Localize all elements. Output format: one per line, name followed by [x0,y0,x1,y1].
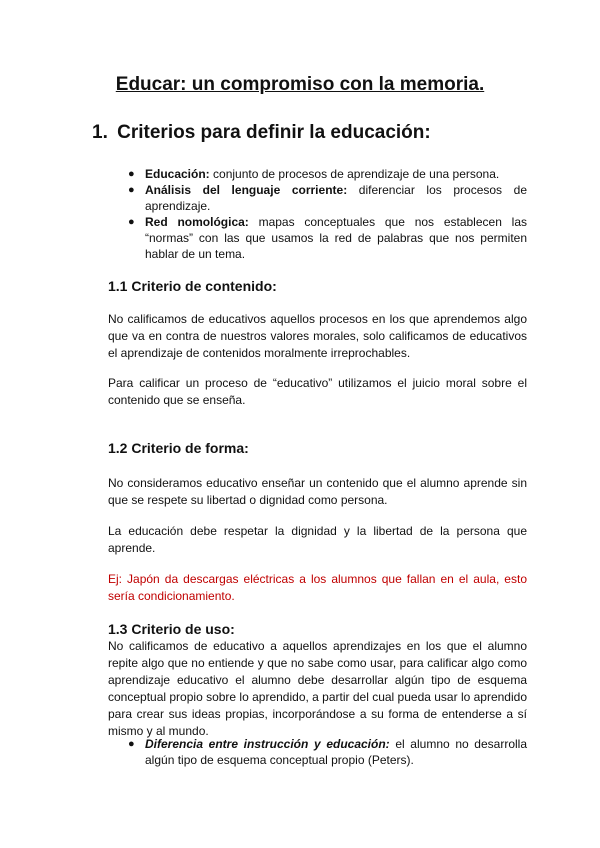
section-1-heading [92,122,431,144]
section-title: Criterios para definir la educación: [117,122,431,143]
term-label: Diferencia entre instrucción y educación: [145,737,390,751]
term-text: mapas conceptuales que nos establecen las “normas” con las que usamos la red de palabras que nos permiten hablar de un tema. [145,215,527,261]
list-item [128,166,527,182]
list-item [128,214,527,262]
list-item [128,736,528,768]
subsection-1-1-heading: 1.1 Criterio de contenido: [108,278,277,294]
list-item [128,182,527,214]
term-label: Educación: [145,167,210,181]
bullet-icon: ● [128,216,135,228]
term-text: el alumno no desarrolla algún tipo de esquema conceptual propio (Peters). [145,737,528,767]
paragraph: No consideramos educativo enseñar un contenido que el alumno aprende sin que se respete su libertad o dignidad como persona. [108,476,527,507]
example-paragraph: Ej: Japón da descargas eléctricas a los alumnos que fallan en el aula, esto sería condicionamiento. [108,572,527,603]
bullet-icon: ● [128,168,135,180]
bullet-icon: ● [128,738,135,750]
paragraph: No calificamos de educativos aquellos procesos en los que aprendemos algo que va en contra de nuestros valores morales, solo calificamos de educativos el aprendizaje de contenidos moralmente irreprochables. [108,312,527,360]
section-number: 1. [92,122,108,143]
definitions-list [128,166,527,262]
subsection-1-2-heading: 1.2 Criterio de forma: [108,440,249,456]
paragraph: No calificamos de educativo a aquellos aprendizajes en los que el alumno repite algo que no entiende y que no sabe como usar, para calificar algo como aprendizaje educativo el alumno debe desarrollar algún tipo de esquema conceptual propio sobre lo aprendido, a partir del cual pueda usar lo aprendido para crear sus ideas propias, incorporándose a su forma de entenderse a sí mismo y al mundo. [108,639,527,738]
difference-list [128,736,528,768]
subsection-1-3-heading: 1.3 Criterio de uso: [108,621,235,637]
term-text: conjunto de procesos de aprendizaje de una persona. [209,167,500,181]
paragraph: La educación debe respetar la dignidad y la libertad de la persona que aprende. [108,524,527,555]
term-text: diferenciar los procesos de aprendizaje. [145,183,527,213]
term-label: Análisis del lenguaje corriente: [145,183,348,197]
paragraph: Para calificar un proceso de “educativo” utilizamos el juicio moral sobre el contenido que se enseña. [108,376,527,407]
term-label: Red nomológica: [145,215,249,229]
document-title: Educar: un compromiso con la memoria. [115,74,485,95]
bullet-icon: ● [128,184,135,196]
